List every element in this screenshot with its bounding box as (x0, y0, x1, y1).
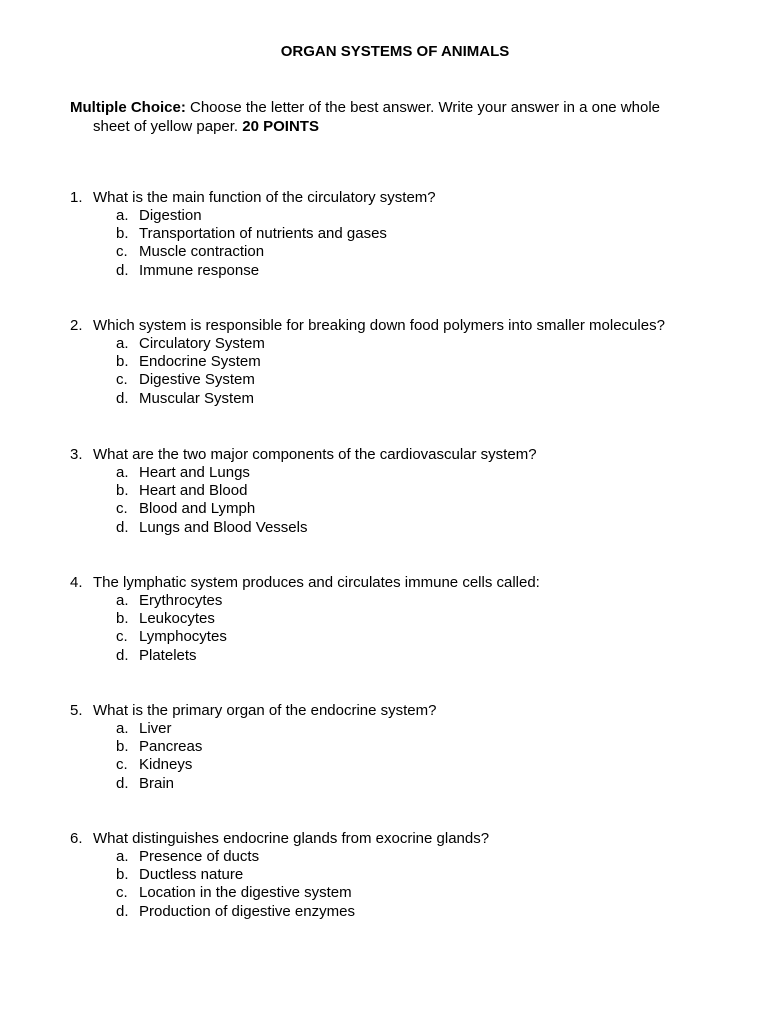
choice-letter: b. (116, 610, 129, 628)
choice-d (70, 262, 710, 280)
choice-d (70, 390, 710, 408)
instructions-text-line2: sheet of yellow paper. (93, 118, 243, 135)
choice-text: Location in the digestive system (139, 884, 352, 902)
question-1 (70, 189, 710, 280)
question-line (70, 446, 710, 464)
question-line (70, 702, 710, 720)
choice-letter: c. (116, 884, 128, 902)
choice-text: Platelets (139, 646, 197, 664)
choice-letter: c. (116, 756, 128, 774)
choice-text: Circulatory System (139, 335, 265, 352)
page-title: ORGAN SYSTEMS OF ANIMALS (280, 43, 510, 60)
choice-letter: a. (116, 848, 129, 865)
choice-letter: b. (116, 225, 129, 243)
choice-text: Endocrine System (139, 353, 261, 371)
choice-text: Pancreas (139, 738, 203, 756)
choice-c (70, 371, 710, 389)
choice-text: Heart and Lungs (139, 464, 250, 481)
choice-letter: b. (116, 866, 129, 884)
choice-text: Brain (139, 774, 175, 792)
question-3 (70, 446, 710, 537)
question-text: Which system is responsible for breaking down food polymers into smaller molecules? (93, 317, 665, 334)
choice-letter: a. (116, 720, 129, 737)
choice-letter: a. (116, 335, 129, 352)
choice-letter: d. (116, 774, 129, 792)
choice-text: Lymphocytes (139, 628, 227, 646)
question-text: What distinguishes endocrine glands from exocrine glands? (93, 830, 490, 847)
question-number: 2. (70, 317, 83, 334)
question-6 (70, 830, 710, 921)
question-number: 3. (70, 446, 83, 463)
question-number: 4. (70, 574, 83, 591)
choice-letter: b. (116, 353, 129, 371)
choice-b (70, 482, 710, 500)
choice-text: Transportation of nutrients and gases (139, 225, 387, 243)
choice-b (70, 610, 710, 628)
question-number: 6. (70, 830, 83, 847)
choice-d (70, 903, 710, 921)
instructions (70, 98, 710, 136)
choice-text: Presence of ducts (139, 848, 260, 865)
choice-letter: d. (116, 646, 129, 664)
question-text: What is the main function of the circulatory system? (93, 189, 436, 206)
choice-a (70, 592, 710, 610)
choice-a (70, 720, 710, 738)
choice-b (70, 225, 710, 243)
choice-b (70, 738, 710, 756)
choice-text: Erythrocytes (139, 592, 223, 609)
choice-text: Digestive System (139, 371, 255, 389)
question-line (70, 189, 710, 207)
choice-letter: d. (116, 389, 129, 407)
choice-d (70, 775, 710, 793)
choice-text: Heart and Blood (139, 482, 248, 500)
choice-letter: c. (116, 371, 128, 389)
choice-b (70, 353, 710, 371)
choice-text: Muscular System (139, 389, 255, 407)
choice-c (70, 243, 710, 261)
question-text: The lymphatic system produces and circulates immune cells called: (93, 574, 540, 591)
question-number: 5. (70, 702, 83, 719)
choice-text: Digestion (139, 207, 202, 224)
choice-letter: d. (116, 902, 129, 920)
choice-letter: a. (116, 207, 129, 224)
question-2 (70, 317, 710, 408)
choice-letter: c. (116, 243, 128, 261)
question-number: 1. (70, 189, 83, 206)
choice-letter: c. (116, 500, 128, 518)
choice-c (70, 884, 710, 902)
choice-c (70, 756, 710, 774)
choice-letter: b. (116, 738, 129, 756)
question-line (70, 574, 710, 592)
choice-text: Liver (139, 720, 172, 737)
choice-text: Kidneys (139, 756, 193, 774)
choice-d (70, 647, 710, 665)
choice-letter: b. (116, 482, 129, 500)
choice-text: Immune response (139, 261, 260, 279)
choice-letter: d. (116, 261, 129, 279)
question-text: What are the two major components of the cardiovascular system? (93, 446, 537, 463)
question-line (70, 830, 710, 848)
question-4 (70, 574, 710, 665)
choice-b (70, 866, 710, 884)
choice-text: Lungs and Blood Vessels (139, 518, 308, 536)
instructions-points: 20 POINTS (242, 118, 319, 135)
choice-a (70, 848, 710, 866)
choice-c (70, 500, 710, 518)
instructions-line2 (70, 117, 710, 136)
instructions-text-line1: Choose the letter of the best answer. Write your answer in a one whole (185, 99, 660, 116)
choice-text: Blood and Lymph (139, 500, 256, 518)
choice-letter: a. (116, 464, 129, 481)
question-text: What is the primary organ of the endocrine system? (93, 702, 437, 719)
choice-a (70, 207, 710, 225)
choice-letter: c. (116, 628, 128, 646)
choice-text: Leukocytes (139, 610, 215, 628)
choice-d (70, 519, 710, 537)
choice-a (70, 464, 710, 482)
choice-letter: d. (116, 518, 129, 536)
choice-text: Ductless nature (139, 866, 244, 884)
choice-text: Muscle contraction (139, 243, 265, 261)
choice-c (70, 628, 710, 646)
choice-letter: a. (116, 592, 129, 609)
instructions-label: Multiple Choice: (70, 99, 186, 116)
question-line (70, 317, 710, 335)
question-5 (70, 702, 710, 793)
choice-a (70, 335, 710, 353)
choice-text: Production of digestive enzymes (139, 902, 355, 920)
